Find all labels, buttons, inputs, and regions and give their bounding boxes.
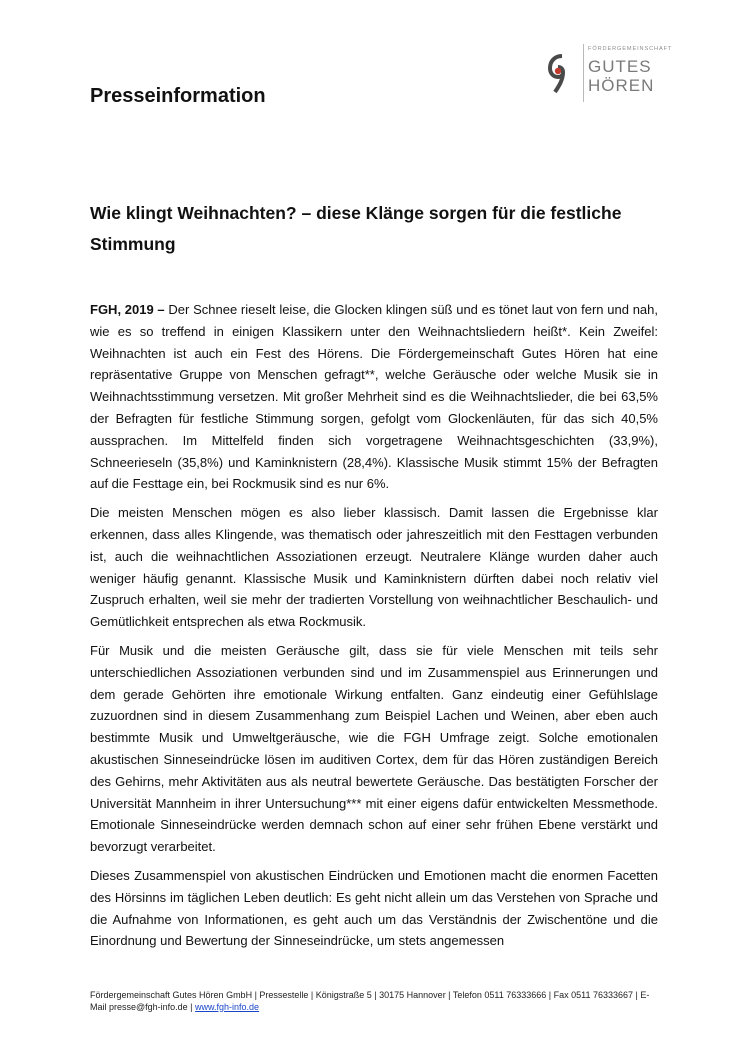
footer-contact-text: Fördergemeinschaft Gutes Hören GmbH | Pressestelle | Königstraße 5 | 30175 Hannover | Telefon 0511 76333666 | Fax 0511 76333667 | E-Mail presse@fgh-info.de |	[90, 990, 650, 1012]
article-headline: Wie klingt Weihnachten? – diese Klänge sorgen für die festliche Stimmung	[90, 203, 622, 254]
logo-small-text: FÖRDERGEMEINSCHAFT	[588, 46, 673, 52]
paragraph-4: Dieses Zusammenspiel von akustischen Eindrücken und Emotionen macht die enormen Facetten des Hörsinns im täglichen Leben deutlich: Es geht nicht allein um das Verstehen von Sprache und die Aufnahme von Informationen, es geht auch um das Verständnis der Zwischentöne und die Einordnung und Bewertung der Sinneseindrücke, um stets angemessen	[90, 867, 658, 949]
fgh-logo	[548, 42, 673, 104]
paragraph-2: Die meisten Menschen mögen es also lieber klassisch. Damit lassen die Ergebnisse klar erkennen, dass alles Klingende, was thematisch oder jahreszeitlich mit den Festtagen verbunden ist, auch die weihnachtlichen Assoziationen erzeugt. Neutralere Klänge wurden daher auch weniger häufig genannt. Klassische Musik und Kaminknistern dürften dabei noch relativ viel Zuspruch erhalten, weil sie mehr der tradierten Vorstellung von weihnachtlicher Beschaulich- und Gemütlichkeit entsprechen als etwa Rockmusik.	[90, 505, 658, 630]
page-footer	[90, 990, 660, 1013]
page-title: Presseinformation	[90, 85, 266, 107]
logo-text-line1: GUTES	[588, 57, 652, 76]
logo-divider	[583, 44, 584, 102]
lead-dateline: FGH, 2019 –	[90, 302, 165, 317]
paragraph-1	[90, 299, 658, 495]
paragraph-3: Für Musik und die meisten Geräusche gilt, dass sie für viele Menschen mit teils sehr unterschiedlichen Assoziationen verbunden sind und im Zusammenspiel aus Erinnerungen und dem gerade Gehörten ihre emotionale Wirkung entfalten. Ganz eindeutig einer Gefühlslage zuzuordnen sind in diesem Zusammenhang zum Beispiel Lachen und Weinen, aber eben auch bestimmte Musik und Umweltgeräusche, wie die FGH Umfrage zeigt. Solche emotionalen akustischen Sinneseindrücke lösen im auditiven Cortex, dem für das Hören zuständigen Bereich des Gehirns, mehr Aktivitäten aus als neutral bewertete Geräusche. Das bestätigten Forscher der Universität Mannheim in ihrer Untersuchung*** mit einer eigens dafür entwickelten Messmethode. Emotionale Sinneseindrücke werden demnach schon auf einer sehr frühen Ebene verstärkt und bevorzugt verarbeitet.	[90, 642, 658, 855]
paragraph-1-text: Der Schnee rieselt leise, die Glocken klingen süß und es tönet laut von fern und nah, wie es so treffend in einigen Klassikern unter den Weihnachtsliedern heißt*. Kein Zweifel: Weihnachten ist auch ein Fest des Hörens. Die Fördergemeinschaft Gutes Hören hat eine repräsentative Gruppe von Menschen gefragt**, welche Geräusche oder welche Musik sie in Weihnachtsstimmung versetzen. Mit großer Mehrheit sind es die Weihnachtslieder, die bei 63,5% der Befragten für festliche Stimmung sorgen, gefolgt vom Glockenläuten, für das sich 40,5% aussprachen. Im Mittelfeld finden sich vorgetragene Weihnachtsgeschichten (33,9%), Schneerieseln (35,8%) und Kaminknistern (28,4%). Klassische Musik stimmt 15% der Befragten auf die Festtage ein, bei Rockmusik sind es nur 6%.	[90, 302, 658, 492]
article-body	[90, 299, 658, 959]
ear-logo-icon	[548, 54, 576, 94]
logo-text-line2: HÖREN	[588, 76, 655, 95]
footer-website-link[interactable]: www.fgh-info.de	[195, 1001, 260, 1012]
